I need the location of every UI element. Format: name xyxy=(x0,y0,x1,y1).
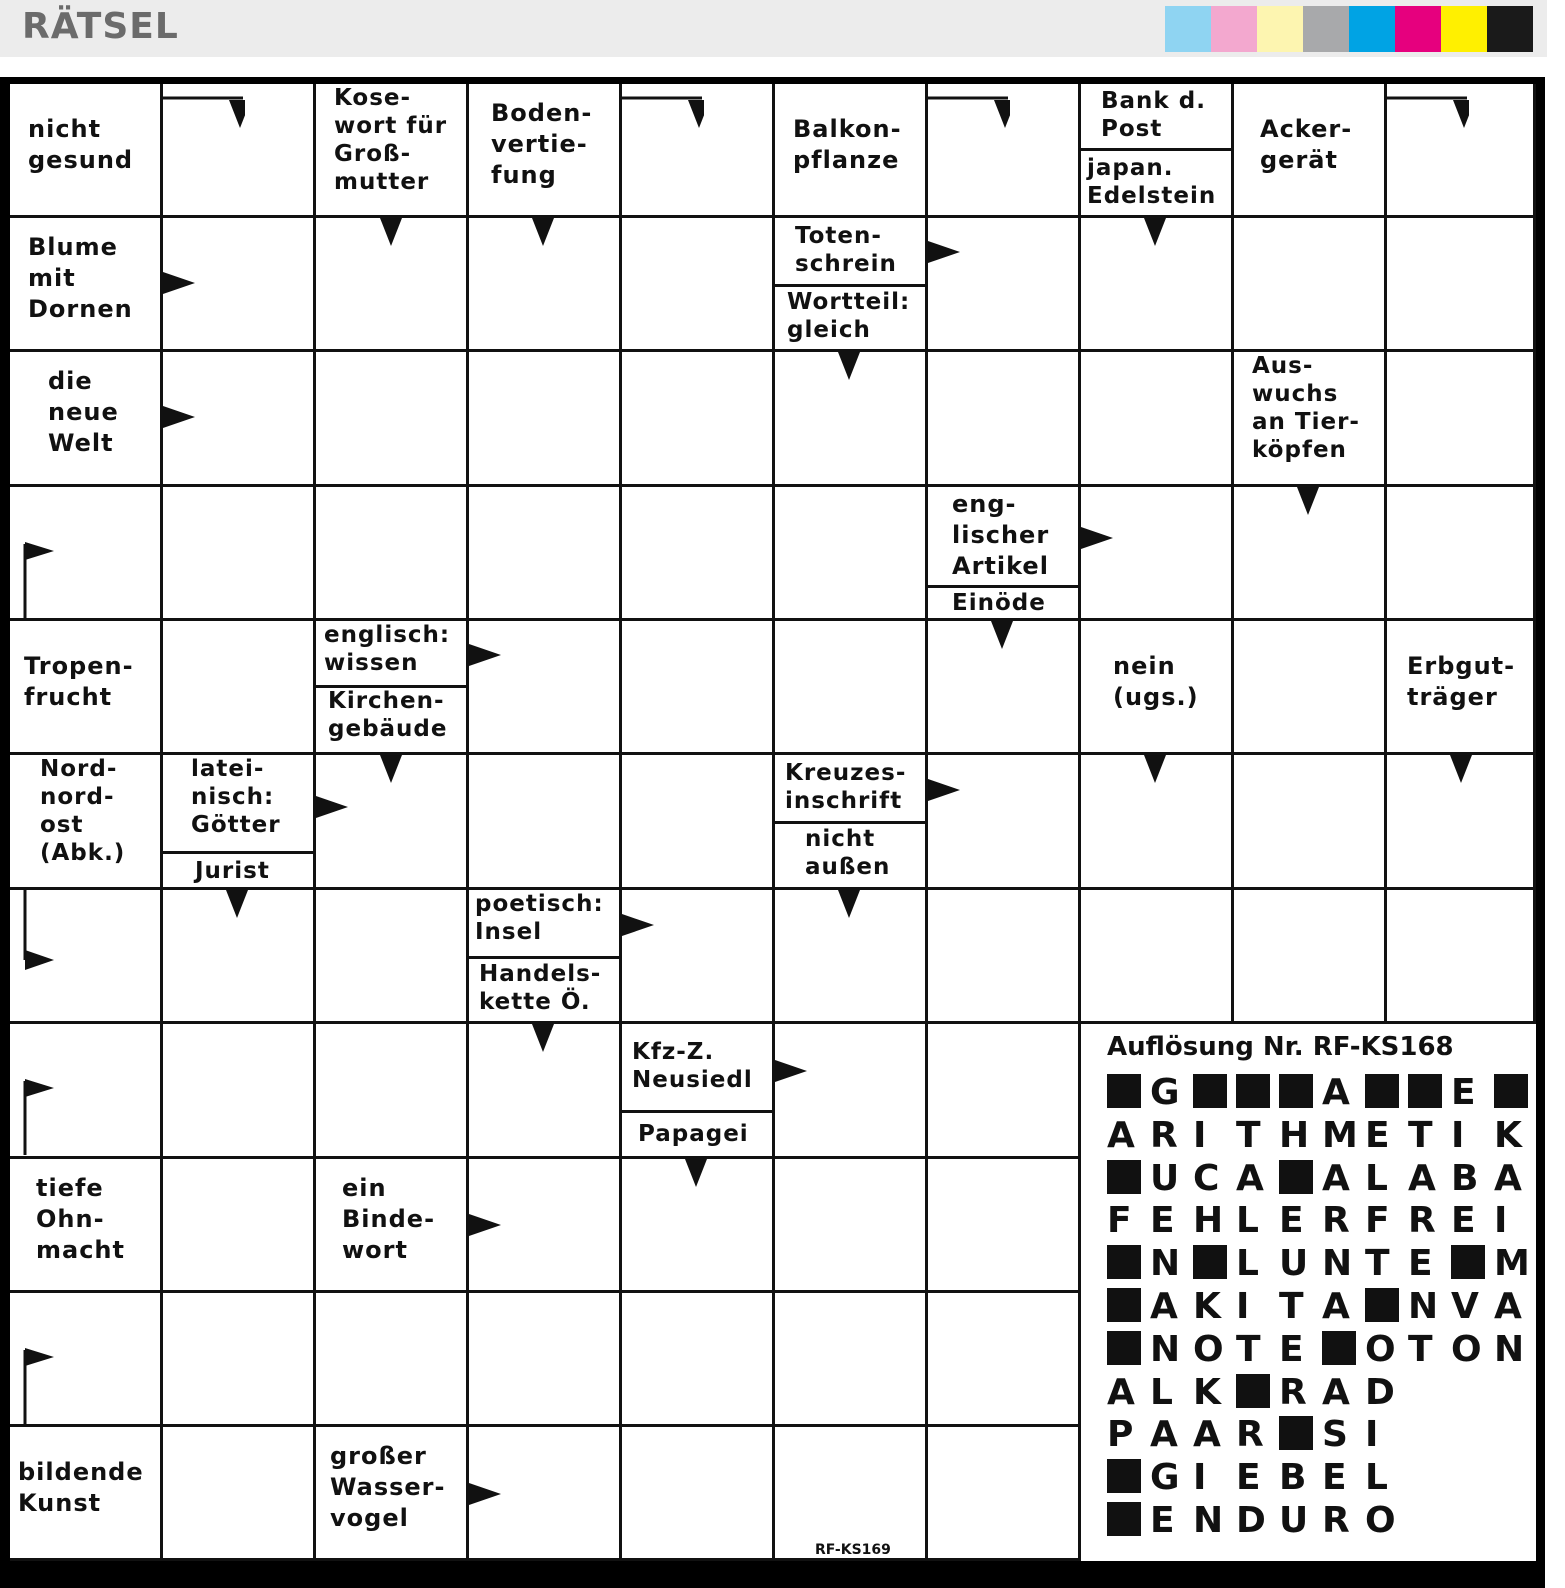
grid-cell[interactable] xyxy=(775,487,928,621)
solution-black-square xyxy=(1236,1374,1270,1408)
clue-text: tiefe Ohn- macht xyxy=(36,1174,125,1265)
solution-letter: D xyxy=(1365,1371,1395,1413)
solution-row xyxy=(1107,1286,1537,1327)
solution-row xyxy=(1107,1372,1408,1413)
arrow-right-icon xyxy=(469,644,501,666)
arrow-right-icon xyxy=(775,1060,807,1082)
solution-black-square xyxy=(1107,1331,1141,1365)
solution-letter: I xyxy=(1365,1414,1379,1456)
grid-cell[interactable] xyxy=(316,1293,469,1427)
grid-cell[interactable] xyxy=(469,1293,622,1427)
color-swatch xyxy=(1165,6,1211,52)
solution-letter: E xyxy=(1279,1200,1304,1242)
grid-cell[interactable] xyxy=(1387,218,1536,352)
clue-text: latei- nisch: Götter xyxy=(191,756,281,839)
solution-letter: R xyxy=(1322,1200,1350,1242)
color-swatch xyxy=(1303,6,1349,52)
clue-text: Acker- gerät xyxy=(1260,115,1353,175)
clue-divider xyxy=(469,956,622,959)
solution-letter: K xyxy=(1193,1371,1221,1413)
solution-row xyxy=(1107,1072,1537,1113)
arrow-down-icon xyxy=(380,218,402,246)
solution-letter: R xyxy=(1408,1200,1436,1242)
solution-letter: A xyxy=(1408,1157,1436,1199)
grid-cell[interactable] xyxy=(1387,352,1536,487)
solution-letter: T xyxy=(1279,1286,1304,1327)
grid-cell[interactable] xyxy=(1234,890,1387,1024)
color-swatch xyxy=(1487,6,1533,52)
arrow-right-icon xyxy=(622,914,654,936)
arrow-down-icon xyxy=(1297,487,1319,515)
clue-text: Nord- nord- ost (Abk.) xyxy=(40,756,126,867)
solution-letter: E xyxy=(1451,1072,1476,1113)
solution-letter: U xyxy=(1279,1243,1309,1285)
solution-letter: G xyxy=(1150,1072,1180,1113)
solution-letter: T xyxy=(1236,1114,1261,1156)
arrow-down-icon xyxy=(991,621,1013,649)
solution-row xyxy=(1107,1457,1408,1498)
solution-row xyxy=(1107,1329,1537,1370)
solution-black-square xyxy=(1107,1288,1141,1322)
solution-row xyxy=(1107,1500,1408,1541)
arrow-bent-down-icon xyxy=(622,96,704,128)
grid-cell[interactable] xyxy=(469,755,622,890)
clue-text: die neue Welt xyxy=(48,367,119,458)
solution-black-square xyxy=(1279,1160,1313,1194)
solution-letter: E xyxy=(1451,1200,1476,1242)
solution-letter: T xyxy=(1236,1328,1261,1370)
clue-text: japan. Edelstein xyxy=(1087,155,1217,210)
arrow-bent-down-icon xyxy=(1387,96,1469,128)
grid-cell[interactable] xyxy=(316,352,469,487)
solution-letter: A xyxy=(1494,1286,1522,1327)
solution-black-square xyxy=(1107,1160,1141,1194)
arrow-right-icon xyxy=(163,272,195,294)
arrow-bent-right-icon xyxy=(22,542,56,618)
clue-divider xyxy=(775,821,928,824)
grid-cell[interactable] xyxy=(928,890,1081,1024)
clue-text: poetisch: Insel xyxy=(475,891,604,946)
clue-divider xyxy=(1081,148,1234,151)
grid-cell[interactable] xyxy=(316,890,469,1024)
arrow-down-icon xyxy=(838,352,860,380)
solution-letter: E xyxy=(1408,1243,1433,1285)
clue-divider xyxy=(775,284,928,287)
clue-text: Kreuzes- inschrift xyxy=(785,760,907,815)
solution-letter: A xyxy=(1150,1286,1178,1327)
solution-letter: N xyxy=(1322,1243,1353,1285)
clue-text: ein Binde- wort xyxy=(342,1174,436,1265)
solution-black-square xyxy=(1365,1074,1399,1108)
solution-letter: R xyxy=(1322,1500,1350,1541)
solution-letter: M xyxy=(1322,1114,1358,1156)
solution-letter: E xyxy=(1365,1114,1390,1156)
clue-text: großer Wasser- vogel xyxy=(330,1442,446,1533)
solution-letter: L xyxy=(1365,1157,1388,1199)
arrow-right-icon xyxy=(469,1483,501,1505)
grid-cell[interactable] xyxy=(622,352,775,487)
grid-cell[interactable] xyxy=(622,487,775,621)
clue-text: englisch: wissen xyxy=(324,622,451,677)
solution-letter: E xyxy=(1236,1457,1261,1499)
clue-text: Kose- wort für Groß- mutter xyxy=(334,85,448,196)
arrow-bent-down-icon xyxy=(928,96,1010,128)
grid-cell[interactable] xyxy=(775,1293,928,1427)
solution-letter: L xyxy=(1236,1243,1259,1285)
arrow-right-icon xyxy=(163,406,195,428)
clue-text: Boden- vertie- fung xyxy=(491,99,593,190)
arrow-bent-right-icon xyxy=(22,1348,56,1424)
header-bar xyxy=(0,0,1547,57)
solution-black-square xyxy=(1107,1074,1141,1108)
clue-text: nein (ugs.) xyxy=(1113,652,1199,712)
clue-text: Jurist xyxy=(195,858,270,884)
grid-cell[interactable] xyxy=(163,1293,316,1427)
clue-text: Kfz-Z. Neusiedl xyxy=(632,1039,753,1094)
arrow-down-icon xyxy=(1450,755,1472,783)
solution-letter: I xyxy=(1451,1114,1465,1156)
grid-cell[interactable] xyxy=(622,1293,775,1427)
solution-letter: R xyxy=(1150,1114,1178,1156)
solution-row xyxy=(1107,1158,1537,1199)
solution-letter: F xyxy=(1107,1200,1132,1242)
solution-letter: C xyxy=(1193,1157,1220,1199)
grid-cell[interactable] xyxy=(469,487,622,621)
solution-black-square xyxy=(1451,1245,1485,1279)
solution-panel xyxy=(1081,1024,1536,1561)
solution-letter: A xyxy=(1322,1072,1350,1113)
solution-letter: A xyxy=(1193,1414,1221,1456)
solution-black-square xyxy=(1494,1074,1528,1108)
solution-letter: U xyxy=(1279,1500,1309,1541)
solution-letter: A xyxy=(1107,1114,1135,1156)
color-swatch xyxy=(1395,6,1441,52)
solution-letter: T xyxy=(1408,1328,1433,1370)
grid-cell[interactable] xyxy=(622,755,775,890)
solution-letter: R xyxy=(1236,1414,1264,1456)
grid-cell[interactable] xyxy=(775,1159,928,1293)
arrow-down-icon xyxy=(685,1159,707,1187)
grid-cell[interactable] xyxy=(316,1024,469,1159)
clue-text: Blume mit Dornen xyxy=(28,233,133,324)
solution-letter: I xyxy=(1236,1286,1250,1327)
solution-letter: F xyxy=(1365,1200,1390,1242)
solution-letter: U xyxy=(1150,1157,1180,1199)
solution-letter: N xyxy=(1193,1500,1224,1541)
crossword-grid xyxy=(10,84,1536,1561)
solution-letter: A xyxy=(1322,1286,1350,1327)
solution-letter: E xyxy=(1279,1328,1304,1370)
color-swatch xyxy=(1441,6,1487,52)
clue-text: Aus- wuchs an Tier- köpfen xyxy=(1252,353,1360,464)
solution-letter: A xyxy=(1236,1157,1264,1199)
solution-letter: O xyxy=(1451,1328,1482,1370)
grid-cell[interactable] xyxy=(1081,890,1234,1024)
solution-letter: I xyxy=(1193,1114,1207,1156)
arrow-right-icon xyxy=(928,241,960,263)
arrow-down-icon xyxy=(532,218,554,246)
grid-cell[interactable] xyxy=(163,621,316,755)
clue-text: bildende Kunst xyxy=(18,1458,144,1518)
solution-letter: I xyxy=(1494,1200,1508,1242)
solution-letter: H xyxy=(1279,1114,1310,1156)
arrow-right-icon xyxy=(469,1214,501,1236)
solution-letter: M xyxy=(1494,1243,1530,1285)
arrow-bent-right-icon xyxy=(22,1079,56,1155)
clue-text: Bank d. Post xyxy=(1101,88,1206,143)
arrow-down-icon xyxy=(1144,755,1166,783)
solution-black-square xyxy=(1107,1245,1141,1279)
clue-text: Tropen- frucht xyxy=(24,652,134,712)
solution-row xyxy=(1107,1115,1537,1156)
arrow-right-icon xyxy=(316,796,348,818)
grid-cell[interactable] xyxy=(1081,352,1234,487)
arrow-down-icon xyxy=(380,755,402,783)
solution-letter: T xyxy=(1408,1114,1433,1156)
solution-row xyxy=(1107,1414,1408,1455)
solution-letter: K xyxy=(1193,1286,1221,1327)
grid-cell[interactable] xyxy=(775,621,928,755)
arrow-bent-down-icon xyxy=(163,96,245,128)
solution-letter: P xyxy=(1107,1414,1134,1456)
grid-cell[interactable] xyxy=(469,352,622,487)
grid-cell[interactable] xyxy=(622,1427,775,1561)
grid-cell[interactable] xyxy=(316,487,469,621)
puzzle-code: RF-KS169 xyxy=(815,1542,891,1558)
grid-cell[interactable] xyxy=(622,218,775,352)
arrow-down-icon xyxy=(226,890,248,918)
solution-black-square xyxy=(1107,1459,1141,1493)
grid-cell[interactable] xyxy=(163,487,316,621)
clue-text: eng- lischer Artikel xyxy=(952,490,1050,581)
solution-black-square xyxy=(1408,1074,1442,1108)
clue-text: Papagei xyxy=(638,1121,749,1147)
color-calibration-bar xyxy=(1165,6,1533,52)
solution-black-square xyxy=(1193,1074,1227,1108)
solution-black-square xyxy=(1322,1331,1356,1365)
clue-divider xyxy=(928,585,1081,588)
solution-letter: T xyxy=(1365,1243,1390,1285)
solution-letter: L xyxy=(1365,1457,1388,1499)
solution-letter: G xyxy=(1150,1457,1180,1499)
solution-letter: K xyxy=(1494,1114,1522,1156)
solution-black-square xyxy=(1193,1245,1227,1279)
grid-cell[interactable] xyxy=(1387,487,1536,621)
arrow-right-icon xyxy=(928,779,960,801)
arrow-down-icon xyxy=(838,890,860,918)
solution-letter: D xyxy=(1236,1500,1266,1541)
clue-text: Handels- kette Ö. xyxy=(479,961,602,1016)
solution-black-square xyxy=(1107,1502,1141,1536)
solution-letter: N xyxy=(1150,1243,1181,1285)
solution-letter: R xyxy=(1279,1371,1307,1413)
arrow-down-icon xyxy=(532,1024,554,1052)
solution-letter: N xyxy=(1408,1286,1439,1327)
grid-cell[interactable] xyxy=(928,1024,1081,1159)
solution-row xyxy=(1107,1200,1537,1241)
solution-black-square xyxy=(1236,1074,1270,1108)
clue-text: Wortteil: gleich xyxy=(787,289,911,344)
solution-letter: N xyxy=(1494,1328,1525,1370)
clue-text: Erbgut- träger xyxy=(1407,652,1516,712)
solution-letter: N xyxy=(1150,1328,1181,1370)
grid-cell[interactable] xyxy=(163,1159,316,1293)
clue-text: Einöde xyxy=(952,590,1046,616)
solution-letter: A xyxy=(1150,1414,1178,1456)
grid-cell[interactable] xyxy=(163,1427,316,1561)
arrow-bent-right-icon xyxy=(22,890,56,970)
solution-letter: A xyxy=(1494,1157,1522,1199)
solution-black-square xyxy=(1279,1416,1313,1450)
grid-cell[interactable] xyxy=(928,1427,1081,1561)
grid-cell[interactable] xyxy=(928,1159,1081,1293)
grid-cell[interactable] xyxy=(928,352,1081,487)
solution-letter: E xyxy=(1150,1500,1175,1541)
arrow-down-icon xyxy=(1144,218,1166,246)
grid-cell[interactable] xyxy=(622,621,775,755)
solution-letter: A xyxy=(1322,1157,1350,1199)
solution-black-square xyxy=(1279,1074,1313,1108)
solution-letter: O xyxy=(1365,1328,1396,1370)
solution-letter: I xyxy=(1193,1457,1207,1499)
color-swatch xyxy=(1257,6,1303,52)
solution-letter: L xyxy=(1150,1371,1173,1413)
color-swatch xyxy=(1211,6,1257,52)
page-title: RÄTSEL xyxy=(22,6,179,47)
grid-cell[interactable] xyxy=(1234,755,1387,890)
color-swatch xyxy=(1349,6,1395,52)
solution-letter: V xyxy=(1451,1286,1479,1327)
solution-row xyxy=(1107,1243,1537,1284)
arrow-right-icon xyxy=(1081,527,1113,549)
solution-letter: L xyxy=(1236,1200,1259,1242)
clue-divider xyxy=(316,685,469,688)
grid-cell[interactable] xyxy=(1234,621,1387,755)
grid-cell[interactable] xyxy=(1081,487,1234,621)
grid-cell[interactable] xyxy=(775,1024,928,1159)
clue-divider xyxy=(622,1110,775,1113)
solution-letter: A xyxy=(1322,1371,1350,1413)
grid-cell[interactable] xyxy=(163,1024,316,1159)
solution-letter: B xyxy=(1279,1457,1307,1499)
grid-cell[interactable] xyxy=(775,1427,928,1561)
solution-letter: S xyxy=(1322,1414,1348,1456)
solution-title: Auflösung Nr. RF-KS168 xyxy=(1107,1032,1454,1062)
clue-text: Kirchen- gebäude xyxy=(328,688,448,743)
grid-cell[interactable] xyxy=(928,218,1081,352)
grid-cell[interactable] xyxy=(622,890,775,1024)
solution-black-square xyxy=(1365,1288,1399,1322)
solution-letter: H xyxy=(1193,1200,1224,1242)
clue-text: nicht gesund xyxy=(28,115,134,175)
grid-cell[interactable] xyxy=(469,621,622,755)
clue-divider xyxy=(163,851,316,854)
solution-letter: B xyxy=(1451,1157,1479,1199)
grid-cell[interactable] xyxy=(928,1293,1081,1427)
solution-letter: O xyxy=(1193,1328,1224,1370)
clue-text: Toten- schrein xyxy=(795,223,897,278)
solution-letter: A xyxy=(1107,1371,1135,1413)
solution-letter: O xyxy=(1365,1500,1396,1541)
grid-cell[interactable] xyxy=(1234,218,1387,352)
solution-letter: E xyxy=(1322,1457,1347,1499)
solution-letter: E xyxy=(1150,1200,1175,1242)
clue-text: Balkon- pflanze xyxy=(793,115,902,175)
clue-text: nicht außen xyxy=(805,826,891,881)
grid-cell[interactable] xyxy=(928,755,1081,890)
grid-cell[interactable] xyxy=(1387,890,1536,1024)
